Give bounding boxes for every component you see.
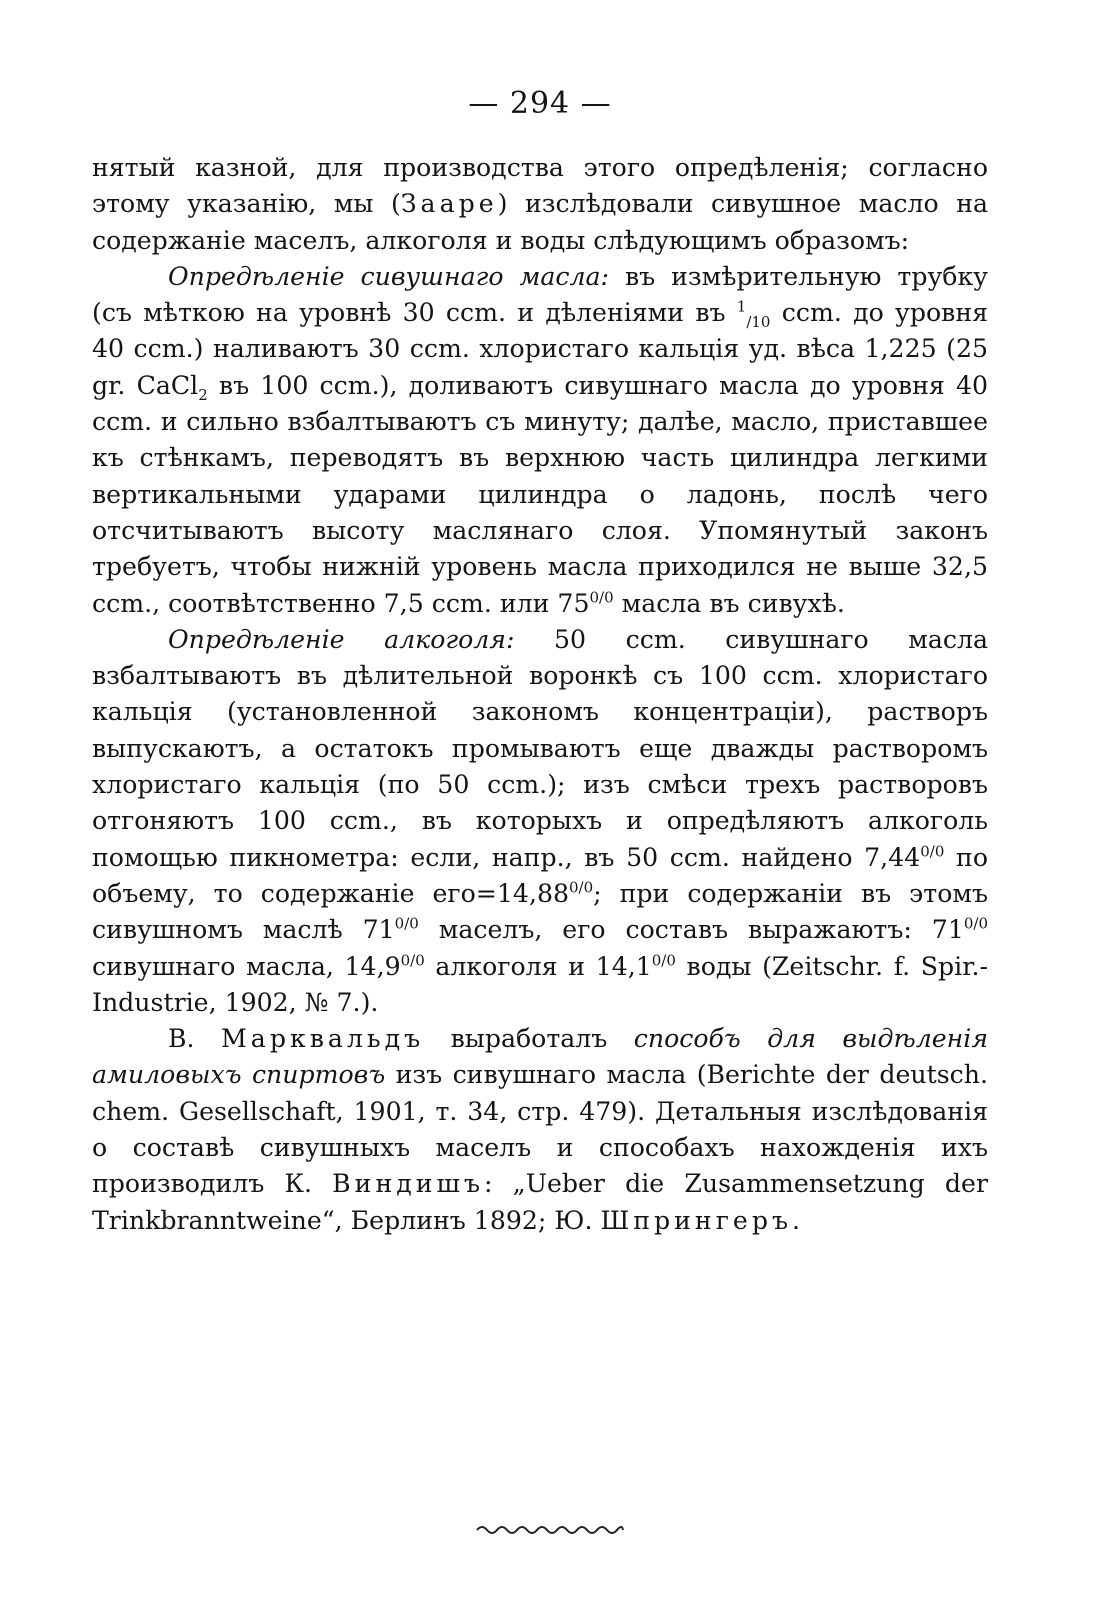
percent-sign: 0/0 bbox=[963, 914, 988, 933]
p3-a: 50 ccm. сивушнаго масла взбалтываютъ въ дѣлительной воронкѣ съ 100 ccm. хлористаго кальція (установленной закономъ концентраціи), растворъ выпускаютъ, а остатокъ промываютъ еще дважды растворомъ хлористаго кальція (по 50 ccm.); изъ смѣси трехъ растворовъ отгоняютъ 100 ccm., въ которыхъ и опредѣляютъ алкоголь помощью пикнометра: если, напр., въ 50 ccm. найдено 7,44 bbox=[92, 624, 988, 872]
page-number: — 294 — bbox=[468, 86, 612, 121]
subscript-2: 2 bbox=[198, 385, 208, 404]
p4-d: : „Ueber die Zusammensetzung der Trinkbranntweine“, Берлинъ 1892; Ю. bbox=[92, 1169, 988, 1235]
author-name-springer: Шпрингеръ bbox=[600, 1205, 792, 1235]
author-name-saare: Зааре bbox=[400, 189, 498, 219]
author-name-windisch: Виндишъ bbox=[332, 1169, 484, 1199]
percent-sign: 0/0 bbox=[589, 588, 614, 607]
wavy-rule-icon bbox=[475, 1523, 625, 1537]
p1-text: нятый казной, для производства этого опредѣленія; согласно этому указанію, мы ( bbox=[92, 153, 988, 219]
p4-a: В. bbox=[168, 1024, 222, 1054]
fraction-numerator: 1 bbox=[736, 297, 747, 316]
author-name-markwald: Марквальдъ bbox=[221, 1024, 425, 1054]
p3-e: сивушнаго масла, 14,9 bbox=[92, 951, 401, 981]
percent-sign: 0/0 bbox=[569, 878, 594, 897]
p3-b: по объему, то содержаніе его=14,88 bbox=[92, 842, 988, 908]
p2-b: ccm. до уровня 40 ccm.) наливаютъ 30 ccm. хлористаго кальція уд. вѣса 1,225 (25 gr. CaCl bbox=[92, 298, 988, 400]
paragraph-1 bbox=[92, 150, 988, 259]
paragraph-3 bbox=[92, 622, 988, 1021]
percent-sign: 0/0 bbox=[920, 842, 945, 861]
p4-b: выработалъ bbox=[424, 1024, 634, 1054]
percent-sign: 0/0 bbox=[400, 951, 425, 970]
fraction-denominator: /10 bbox=[746, 313, 771, 332]
paragraph-2 bbox=[92, 259, 988, 622]
p3-d: маселъ, его составъ выражаютъ: 71 bbox=[418, 915, 964, 945]
p4-e: . bbox=[791, 1205, 800, 1235]
percent-sign: 0/0 bbox=[651, 951, 676, 970]
paragraph-4 bbox=[92, 1021, 988, 1239]
wavy-rule-ornament bbox=[0, 1522, 1100, 1541]
p2-d: масла въ сивухѣ. bbox=[613, 588, 845, 618]
heading-fusel-oil: Опредѣленіе сивушнаго масла: bbox=[168, 261, 610, 291]
heading-alcohol: Опредѣленіе алкоголя: bbox=[168, 624, 515, 654]
p3-c: ; при содержаніи въ этомъ сивушномъ маслѣ 71 bbox=[92, 878, 988, 945]
p2-c: въ 100 ccm.), доливаютъ сивушнаго масла до уровня 40 ccm. и сильно взбалтываютъ съ минуту; далѣе, масло, приставшее къ стѣнкамъ, переводятъ въ верхнюю часть цилиндра легкими вертикальными ударами цилиндра о ладонь, послѣ чего отсчитываютъ высоту маслянаго слоя. Упомянутый законъ требуетъ, чтобы нижній уровень масла приходился не выше 32,5 ccm., соотвѣтственно 7,5 ccm. или 75 bbox=[92, 370, 988, 618]
p3-g: воды (Zeitschr. f. Spir.-Industrie, 1902, № 7.). bbox=[92, 951, 988, 1017]
page-body bbox=[92, 150, 988, 1239]
book-page bbox=[92, 84, 988, 1239]
percent-sign: 0/0 bbox=[394, 914, 419, 933]
p1-rest: ) изслѣдовали сивушное масло на содержаніе маселъ, алкоголя и воды слѣдующимъ образомъ: bbox=[92, 189, 988, 255]
p3-f: алкоголя и 14,1 bbox=[424, 951, 652, 981]
p4-c: изъ сивушнаго масла (Berichte der deutsch. chem. Gesellschaft, 1901, т. 34, стр. 479). Детальныя изслѣдованія о составѣ сивушныхъ маселъ и способахъ нахожденія ихъ производилъ К. bbox=[92, 1060, 988, 1199]
method-title: способъ для выдѣленія амиловыхъ спиртовъ bbox=[92, 1024, 989, 1090]
p2-a: въ измѣрительную трубку (съ мѣткою на уровнѣ 30 ccm. и дѣленіями въ bbox=[92, 261, 988, 328]
